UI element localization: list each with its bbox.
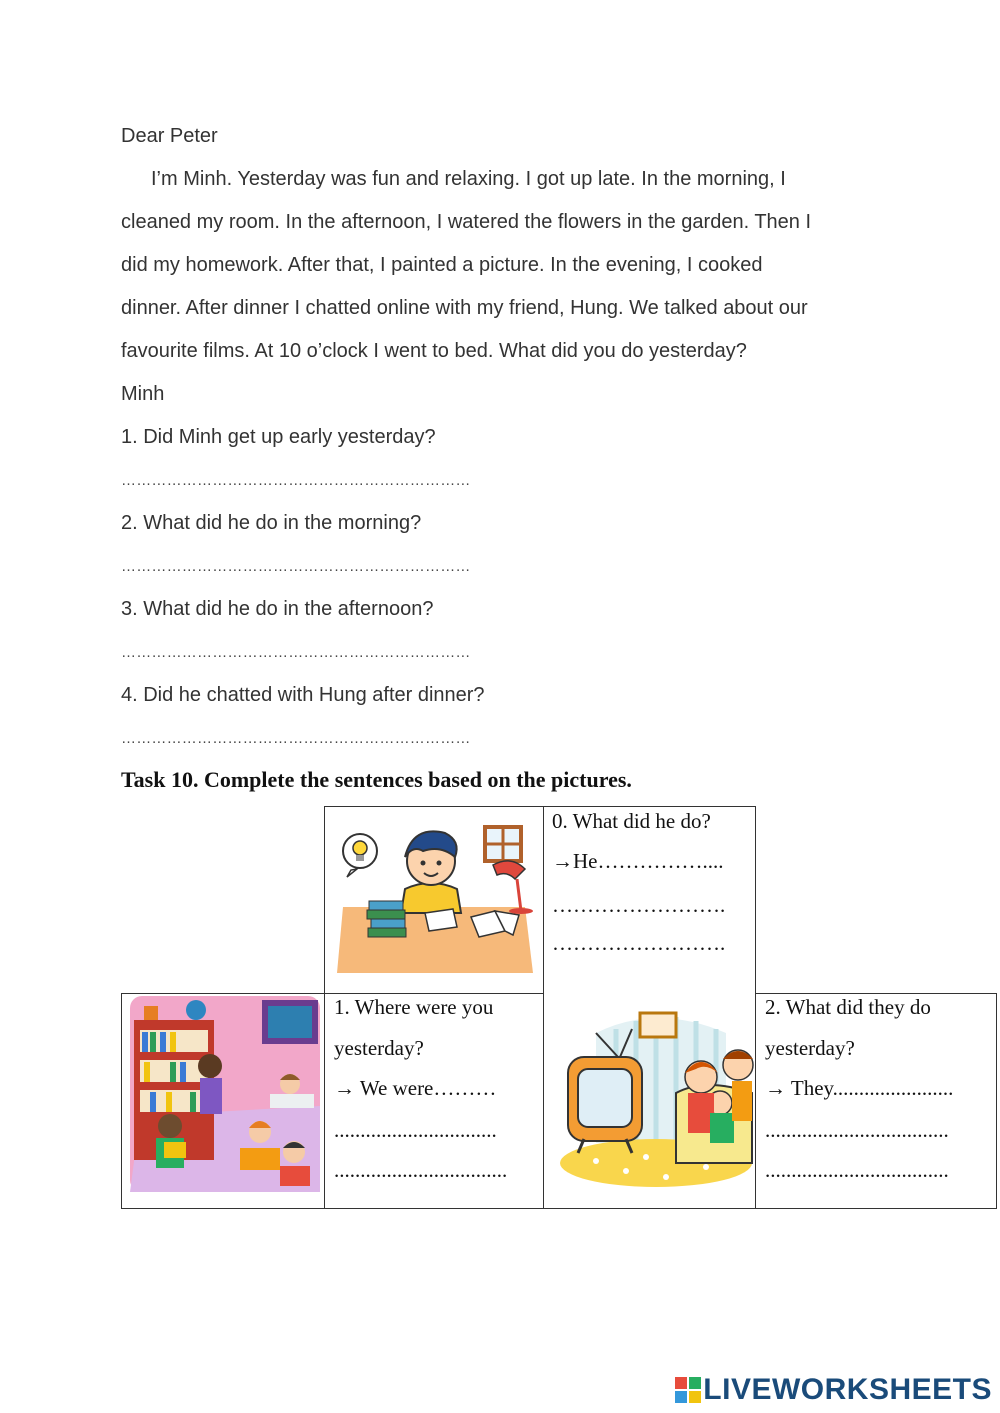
q2-line-4[interactable]: ................................... (765, 1118, 949, 1142)
picture-cell-library (121, 993, 325, 1209)
brand-name: LIVEWORKSHEETS (703, 1373, 992, 1406)
letter-line-3: did my homework. After that, I painted a picture. In the evening, I cooked (121, 254, 763, 276)
letter-line-1: I’m Minh. Yesterday was fun and relaxing. I got up late. In the morning, I (151, 168, 786, 190)
answer-line-4[interactable]: …………………………………………………………… (121, 730, 471, 747)
q1-line-5[interactable]: ................................. (334, 1158, 508, 1182)
liveworksheets-logo-icon (675, 1377, 701, 1403)
boy-homework-picture (333, 815, 537, 985)
letter-line-4: dinner. After dinner I chatted online with my friend, Hung. We talked about our (121, 297, 808, 319)
q1-line-1: 1. Where were you (334, 995, 494, 1019)
kids-library-picture (130, 996, 320, 1192)
q2-line-5[interactable]: ................................... (765, 1158, 949, 1182)
q1-line-4[interactable]: ............................... (334, 1118, 497, 1142)
q0-line-4[interactable]: ……………………. (552, 931, 726, 955)
question-4: 4. Did he chatted with Hung after dinner? (121, 684, 485, 706)
letter-line-5: favourite films. At 10 o’clock I went to bed. What did you do yesterday? (121, 340, 747, 362)
question-cell-0 (543, 806, 756, 994)
answer-line-3[interactable]: …………………………………………………………… (121, 644, 471, 661)
letter-line-2: cleaned my room. In the afternoon, I watered the flowers in the garden. Then I (121, 211, 812, 233)
liveworksheets-brand[interactable] (675, 1373, 992, 1407)
q0-line-3[interactable]: ……………………. (552, 893, 726, 917)
question-cell-1 (324, 993, 544, 1209)
q0-line-2[interactable]: →He…………….... (552, 849, 724, 873)
question-2: 2. What did he do in the morning? (121, 512, 422, 534)
question-cell-2 (755, 993, 997, 1209)
q1-line-2: yesterday? (334, 1036, 424, 1060)
task10-title: Task 10. Complete the sentences based on the pictures. (121, 767, 632, 792)
picture-cell-tv (543, 993, 756, 1209)
answer-line-1[interactable]: …………………………………………………………… (121, 472, 471, 489)
question-3: 3. What did he do in the afternoon? (121, 598, 434, 620)
q2-line-2: yesterday? (765, 1036, 855, 1060)
letter-signature: Minh (121, 383, 165, 405)
q2-line-1: 2. What did they do (765, 995, 931, 1019)
family-tv-picture (556, 993, 756, 1189)
question-1: 1. Did Minh get up early yesterday? (121, 426, 436, 448)
q2-line-3[interactable]: → They....................... (765, 1076, 954, 1100)
picture-cell-homework (324, 806, 544, 994)
q1-line-3[interactable]: → We were……… (334, 1076, 497, 1100)
q0-line-1: 0. What did he do? (552, 809, 711, 833)
letter-greeting: Dear Peter (121, 125, 218, 147)
answer-line-2[interactable]: …………………………………………………………… (121, 558, 471, 575)
